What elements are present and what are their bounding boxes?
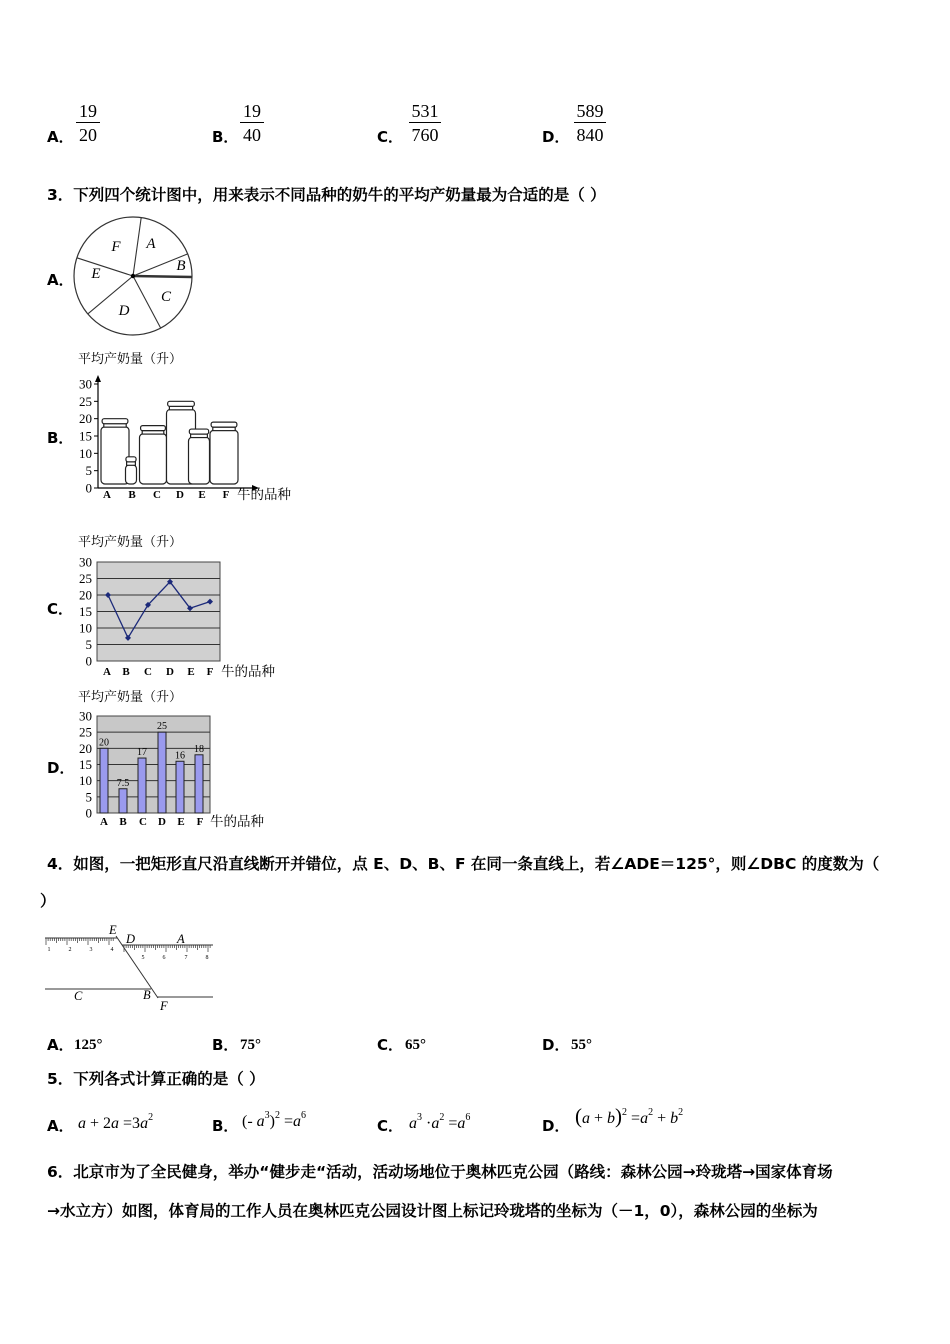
x-category-label: A — [103, 666, 111, 678]
math-exponent: 2 — [148, 1112, 154, 1123]
jar-C-lid — [141, 426, 166, 431]
math-exponent: 2 — [274, 1110, 280, 1121]
math-paren: (- — [242, 1113, 257, 1130]
math-exponent: 6 — [465, 1112, 471, 1123]
math-exponent: 2 — [678, 1107, 684, 1118]
jar-E-lid — [189, 429, 208, 434]
q5-option-d-expression — [575, 1106, 683, 1129]
pie-divider-b-c — [133, 276, 192, 277]
jar-A-body — [101, 427, 129, 484]
x-category-label: C — [139, 816, 147, 828]
math-variable: a — [293, 1113, 302, 1130]
pie-label-f: F — [111, 239, 121, 255]
ruler-number: 3 — [89, 947, 93, 953]
numerator: 531 — [411, 101, 439, 121]
math-exponent: 3 — [417, 1112, 422, 1123]
q2-option-b-fraction — [240, 100, 264, 147]
pie-label-a: A — [146, 236, 156, 252]
right-ruler-ticks — [124, 945, 210, 952]
jar-A-lid — [102, 419, 128, 424]
x-category-label: C — [144, 666, 152, 678]
math-operator: = — [279, 1113, 294, 1130]
math-paren: ( — [575, 1104, 582, 1128]
numerator: 589 — [576, 101, 604, 121]
math-variable: a — [256, 1113, 265, 1130]
pie-center-dot — [131, 274, 135, 278]
bar-B — [119, 789, 127, 813]
data-label: 7.5 — [116, 777, 130, 789]
q4-option-d-label: D． — [542, 1036, 570, 1054]
math-paren: ) — [615, 1104, 623, 1128]
denominator: 40 — [243, 125, 261, 145]
data-label: 17 — [137, 747, 147, 759]
x-category-label: F — [206, 666, 214, 678]
y-tick-label: 5 — [85, 789, 92, 805]
jar-E-body — [189, 437, 210, 484]
x-category-label: B — [128, 489, 136, 501]
q4-stem: 4．如图，一把矩形直尺沿直线断开并错位，点 E、D、B、F 在同一条直线上，若∠ADE＝125°，则∠DBC 的度数为（ — [47, 855, 880, 873]
bar-F — [195, 755, 203, 813]
x-category-label: E — [198, 489, 206, 501]
y-tick-label: 10 — [79, 445, 92, 461]
math-variable: a — [640, 1110, 649, 1127]
ruler-number: 2 — [68, 947, 72, 953]
q3-option-d-bar-chart — [60, 708, 275, 830]
q3-option-c-line-chart — [60, 552, 285, 680]
math-paren: ) — [269, 1113, 275, 1130]
y-tick-label: 15 — [79, 757, 92, 772]
ruler-number: 7 — [184, 955, 188, 961]
q4-option-b-label: B． — [212, 1036, 239, 1054]
q2-option-c-fraction — [409, 100, 441, 147]
y-tick-label: 20 — [79, 411, 92, 427]
pie-label-d: D — [118, 303, 130, 319]
chart-d-ylabel: 平均产奶量（升） — [78, 690, 183, 705]
q2-option-b-label: B． — [212, 128, 239, 146]
x-category-label: D — [176, 489, 184, 501]
x-category-label: D — [158, 816, 166, 828]
math-variable: a — [78, 1115, 86, 1132]
ruler-number: 5 — [141, 955, 145, 961]
pie-label-e: E — [91, 266, 101, 282]
x-category-label: E — [187, 666, 195, 678]
bar-A — [100, 748, 108, 813]
point-label-d: D — [126, 932, 136, 946]
y-tick-label: 15 — [79, 428, 92, 444]
q5-option-d-label: D． — [542, 1117, 570, 1135]
y-tick-label: 15 — [79, 604, 92, 619]
data-label: 18 — [194, 743, 204, 755]
math-operator: + 2 — [86, 1115, 112, 1132]
jar-C-body — [140, 434, 167, 484]
q4-option-b-value: 75° — [240, 1037, 261, 1053]
y-tick-label: 20 — [79, 740, 92, 756]
pie-label-c: C — [160, 289, 172, 305]
y-tick-label: 25 — [79, 724, 92, 740]
ruler-number: 6 — [162, 955, 166, 961]
q5-option-b-label: B． — [212, 1117, 239, 1135]
numerator: 19 — [79, 101, 97, 121]
data-label: 16 — [175, 750, 185, 762]
math-exponent: 2 — [648, 1107, 654, 1118]
q3-option-a-label: A． — [47, 271, 74, 289]
math-exponent: 3 — [264, 1110, 270, 1121]
y-tick-label: 0 — [85, 805, 92, 821]
jar-B-body — [126, 465, 137, 484]
point-label-c: C — [74, 989, 83, 1003]
jar-F-lid — [211, 422, 237, 427]
math-exponent: 2 — [622, 1107, 628, 1118]
x-category-label: A — [103, 489, 111, 501]
x-category-label: B — [119, 816, 127, 828]
x-category-label: F — [222, 489, 230, 501]
q5-option-c-expression — [409, 1114, 470, 1134]
math-operator: · — [422, 1115, 432, 1132]
x-category-label: E — [177, 816, 185, 828]
q2-option-d-label: D． — [542, 128, 570, 146]
ruler-number: 1 — [47, 947, 51, 953]
jar-B — [126, 457, 137, 484]
ruler-number: 8 — [205, 955, 209, 961]
q4-option-a-label: A． — [47, 1036, 74, 1054]
math-operator: + — [653, 1110, 671, 1127]
q3-option-b-jar-chart — [60, 372, 300, 504]
y-tick-label: 20 — [79, 587, 92, 603]
q3-option-b-label: B． — [47, 429, 74, 447]
math-variable: a — [409, 1115, 417, 1132]
q2-option-a-label: A． — [47, 128, 74, 146]
q5-option-a-expression — [78, 1114, 153, 1134]
q3-option-c-label: C． — [47, 600, 74, 618]
y-tick-label: 25 — [79, 393, 92, 409]
denominator: 840 — [576, 125, 604, 145]
y-tick-label: 5 — [85, 463, 92, 479]
y-tick-label: 30 — [79, 708, 92, 724]
q4-option-a-value: 125° — [74, 1037, 103, 1053]
math-exponent: 2 — [439, 1112, 445, 1123]
jar-F — [210, 422, 238, 484]
q2-option-d-fraction — [574, 100, 606, 147]
jar-C — [140, 426, 167, 484]
q4-option-c-label: C． — [377, 1036, 404, 1054]
y-axis-arrow — [95, 375, 101, 382]
q4-option-d-value: 55° — [571, 1037, 592, 1053]
x-axis-label: 牛的品种 — [221, 664, 275, 680]
bar-E — [176, 761, 184, 813]
jar-B-lid — [126, 457, 136, 462]
jar-marks — [79, 377, 238, 502]
jar-D-lid — [168, 401, 195, 406]
denominator: 760 — [411, 125, 439, 145]
y-tick-label: 30 — [79, 554, 92, 570]
math-variable: a — [111, 1115, 120, 1132]
x-axis-label: 牛的品种 — [237, 487, 291, 503]
left-ruler-ticks — [46, 938, 113, 945]
q5-option-c-label: C． — [377, 1117, 404, 1135]
math-variable: a — [431, 1115, 440, 1132]
x-category-label: D — [166, 666, 174, 678]
q2-option-a-fraction — [76, 100, 100, 147]
math-variable: b — [670, 1110, 679, 1127]
q5-option-a-label: A． — [47, 1117, 74, 1135]
x-axis-label: 牛的品种 — [210, 814, 264, 830]
q3-option-a-pie-chart — [70, 212, 200, 342]
q3-stem: 3．下列四个统计图中，用来表示不同品种的奶牛的平均产奶量最为合适的是（ ） — [47, 186, 606, 204]
q4-broken-ruler-figure — [40, 920, 220, 1015]
jar-E — [189, 429, 210, 484]
q5-stem: 5．下列各式计算正确的是（ ） — [47, 1070, 265, 1088]
y-tick-label: 0 — [85, 653, 92, 669]
q5-option-b-expression — [242, 1112, 306, 1132]
q6-stem-line-2: →水立方）如图，体育局的工作人员在奥林匹克公园设计图上标记玲珑塔的坐标为（－1，0），森林公园的坐标为 — [47, 1202, 818, 1220]
denominator: 20 — [79, 125, 97, 145]
ruler-number: 4 — [110, 947, 114, 953]
bar-C — [138, 758, 146, 813]
chart-b-ylabel: 平均产奶量（升） — [78, 352, 183, 367]
y-tick-label: 10 — [79, 620, 92, 636]
x-category-label: C — [153, 489, 161, 501]
x-category-label: F — [196, 816, 204, 828]
x-category-label: B — [122, 666, 130, 678]
point-label-f: F — [160, 999, 168, 1013]
math-operator: =3 — [119, 1115, 141, 1132]
chart-c-ylabel: 平均产奶量（升） — [78, 535, 183, 550]
data-label: 20 — [99, 737, 109, 749]
pie-label-b: B — [176, 258, 186, 274]
math-variable: a — [582, 1110, 590, 1127]
y-tick-label: 25 — [79, 571, 92, 586]
point-label-e: E — [109, 923, 117, 937]
math-operator: + — [590, 1110, 608, 1127]
data-label: 25 — [157, 721, 167, 733]
y-tick-label: 30 — [79, 376, 92, 392]
q3-option-d-label: D． — [47, 759, 75, 777]
math-operator: = — [627, 1110, 641, 1127]
math-variable: a — [457, 1115, 466, 1132]
point-label-b: B — [143, 988, 151, 1002]
math-exponent: 6 — [301, 1110, 307, 1121]
q4-option-c-value: 65° — [405, 1037, 426, 1053]
bar-D — [158, 732, 166, 813]
q6-stem-line-1: 6．北京市为了全民健身，举办“健步走“活动，活动场地位于奥林匹克公园（路线：森林公园→玲珑塔→国家体育场 — [47, 1163, 833, 1181]
numerator: 19 — [243, 101, 261, 121]
point-label-a: A — [177, 932, 185, 946]
q4-stem-continued: ） — [40, 892, 56, 910]
y-tick-label: 10 — [79, 773, 92, 789]
math-operator: = — [444, 1115, 458, 1132]
q2-option-c-label: C． — [377, 128, 404, 146]
math-variable: b — [607, 1110, 616, 1127]
y-tick-label: 0 — [85, 480, 92, 496]
y-tick-label: 5 — [85, 637, 92, 652]
math-variable: a — [140, 1115, 149, 1132]
jar-F-body — [210, 430, 238, 484]
jar-A — [101, 419, 129, 484]
x-category-label: A — [100, 816, 108, 828]
